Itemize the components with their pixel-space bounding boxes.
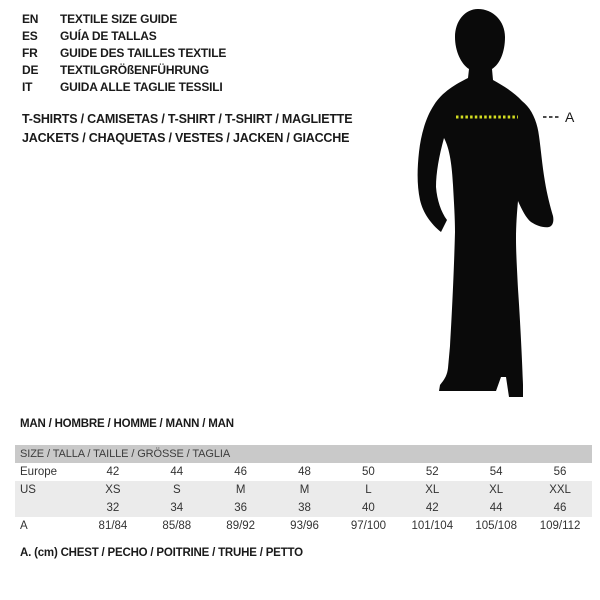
lang-title: GUÍA DE TALLAS <box>60 28 157 43</box>
language-list <box>22 10 226 95</box>
size-cell: XS <box>105 484 121 496</box>
size-cell: XXL <box>549 484 571 496</box>
row-label: A <box>20 520 28 532</box>
size-cell: 54 <box>489 466 503 478</box>
measure-label-a: A <box>565 109 575 125</box>
size-table-header: SIZE / TALLA / TAILLE / GRÖSSE / TAGLIA <box>15 445 592 463</box>
size-cell: L <box>365 484 372 496</box>
lang-code: EN <box>22 11 39 26</box>
size-cell: 89/92 <box>226 520 256 532</box>
size-cell: 48 <box>298 466 311 478</box>
size-cell: 109/112 <box>539 520 581 532</box>
lang-title: TEXTILE SIZE GUIDE <box>60 11 178 26</box>
size-cell: 44 <box>489 502 503 514</box>
size-cell: 38 <box>298 502 311 514</box>
lang-title: GUIDA ALLE TAGLIE TESSILI <box>60 79 223 94</box>
size-cell: 46 <box>234 466 248 478</box>
lang-code: DE <box>22 62 39 77</box>
size-cell: 85/88 <box>162 520 192 532</box>
chest-footnote: A. (cm) CHEST / PECHO / POITRINE / TRUHE / PETTO <box>20 547 303 559</box>
size-cell: 97/100 <box>350 520 387 532</box>
lang-row-de <box>22 61 226 78</box>
section-title-man: MAN / HOMBRE / HOMME / MANN / MAN <box>20 418 234 430</box>
size-cell: 52 <box>425 466 439 478</box>
size-cell: 42 <box>425 502 439 514</box>
lang-code: IT <box>22 79 33 94</box>
size-cell: 93/96 <box>290 520 319 532</box>
man-figure <box>410 8 585 398</box>
lang-row-fr <box>22 44 226 61</box>
category-tshirts: T-SHIRTS / CAMISETAS / T-SHIRT / T-SHIRT / MAGLIETTE <box>22 112 353 126</box>
size-cell: 32 <box>106 502 120 514</box>
lang-row-en <box>22 10 226 27</box>
lang-row-es <box>22 27 226 44</box>
size-cell: XL <box>425 484 440 496</box>
size-cell: 40 <box>362 502 375 514</box>
size-cell: 36 <box>234 502 248 514</box>
table-row-us <box>15 481 592 499</box>
lang-code: FR <box>22 45 38 60</box>
size-cell: 101/104 <box>411 520 454 532</box>
size-cell: M <box>235 484 246 496</box>
garment-categories <box>22 110 352 148</box>
row-label: US <box>20 484 36 496</box>
lang-row-it <box>22 78 226 95</box>
size-cell: 81/84 <box>98 520 128 532</box>
category-jackets: JACKETS / CHAQUETAS / VESTES / JACKEN / GIACCHE <box>22 131 350 145</box>
size-cell: S <box>172 484 181 496</box>
size-cell: 46 <box>553 502 567 514</box>
lang-code: ES <box>22 28 38 43</box>
lang-title: GUIDE DES TAILLES TEXTILE <box>60 45 227 60</box>
table-row-europe <box>15 463 592 481</box>
size-cell: 50 <box>362 466 375 478</box>
size-cell: 42 <box>106 466 120 478</box>
size-cell: 34 <box>170 502 184 514</box>
row-label: Europe <box>20 466 58 478</box>
man-silhouette-shape <box>418 9 554 397</box>
table-row-chest-a <box>15 517 592 535</box>
size-cell: XL <box>489 484 504 496</box>
lang-title: TEXTILGRÖßENFÜHRUNG <box>60 62 209 77</box>
size-cell: 44 <box>170 466 184 478</box>
size-table <box>15 445 592 535</box>
size-cell: 56 <box>553 466 567 478</box>
table-row-us-numeric <box>15 499 592 517</box>
size-cell: 105/108 <box>475 520 517 532</box>
size-cell: M <box>299 484 310 496</box>
